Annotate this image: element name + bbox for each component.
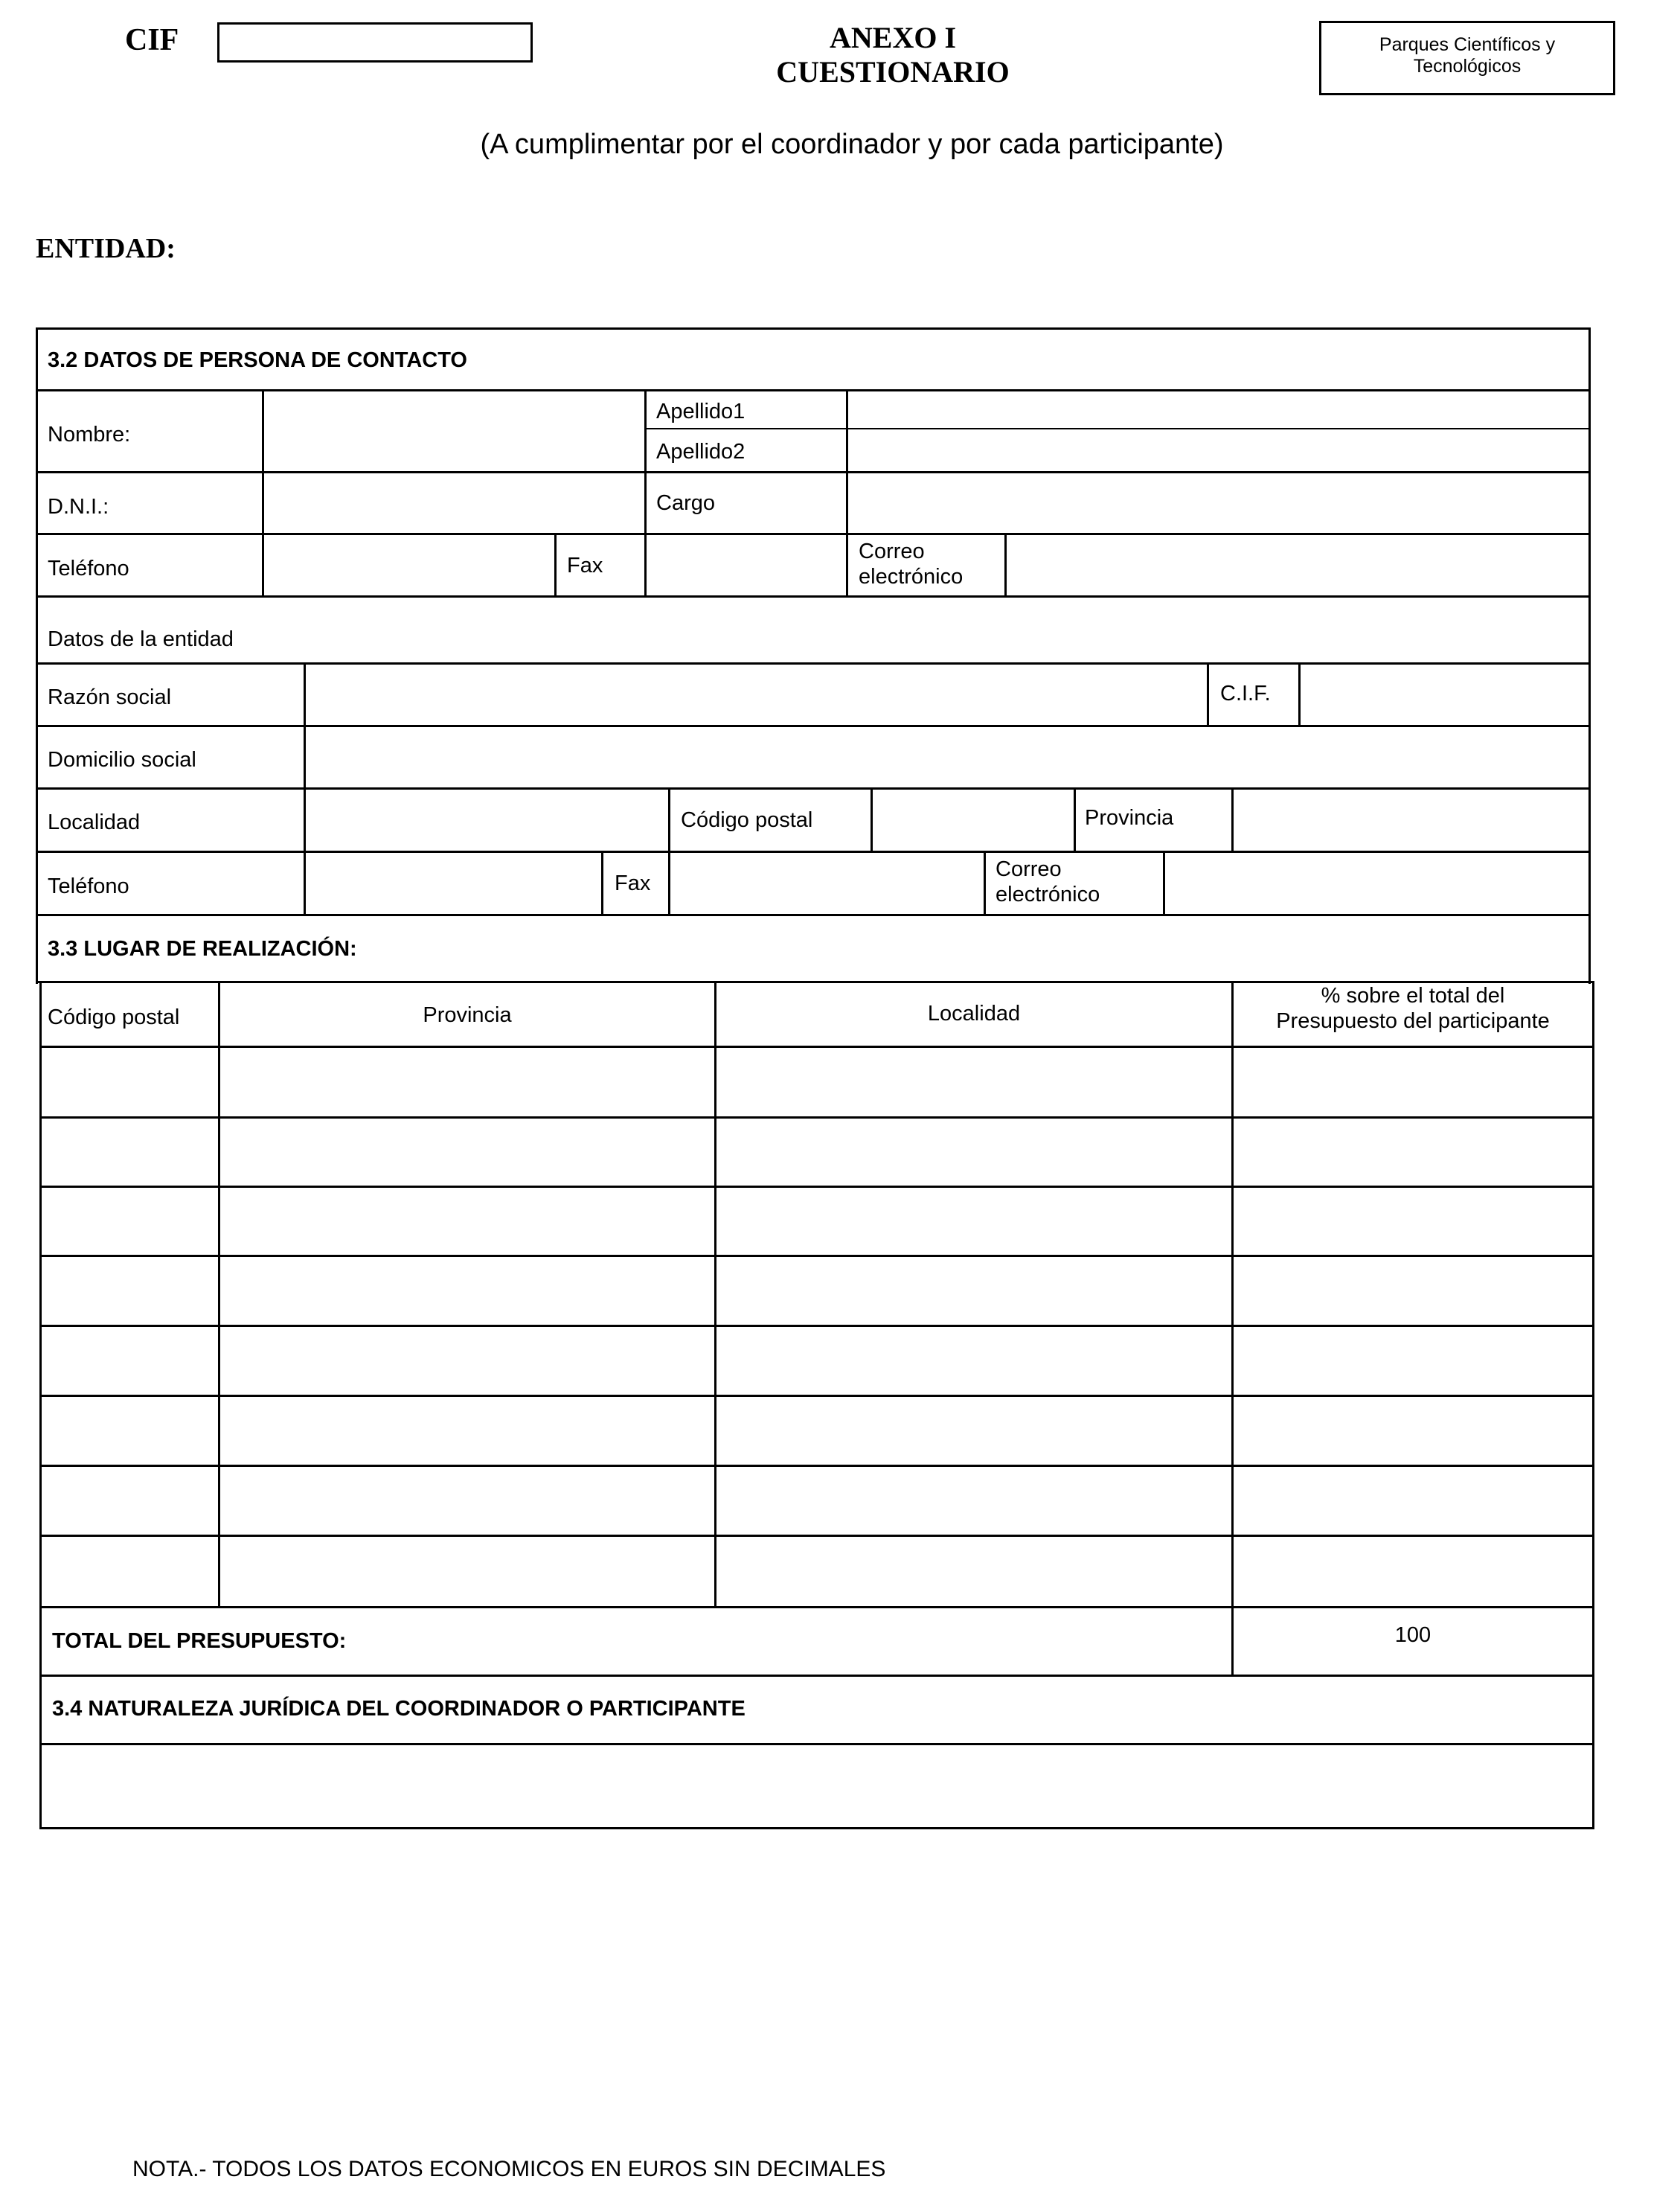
document-title bbox=[670, 21, 1116, 89]
footer-note: NOTA.- TODOS LOS DATOS ECONOMICOS EN EUROS SIN DECIMALES bbox=[132, 2157, 886, 2181]
correo-entidad-line2: electrónico bbox=[996, 883, 1100, 906]
frame-left-upper bbox=[36, 327, 38, 984]
cargo-input[interactable] bbox=[848, 473, 1588, 533]
row-line bbox=[39, 1675, 1594, 1677]
apellido2-label: Apellido2 bbox=[656, 440, 746, 464]
telefono-input[interactable] bbox=[264, 535, 554, 595]
row-line bbox=[36, 914, 1591, 916]
cif-input-box[interactable] bbox=[217, 22, 533, 63]
cif-label: CIF bbox=[125, 23, 179, 57]
dni-label: D.N.I.: bbox=[48, 495, 109, 519]
section-3-3-title: 3.3 LUGAR DE REALIZACIÓN: bbox=[48, 937, 357, 961]
section-3-2-title: 3.2 DATOS DE PERSONA DE CONTACTO bbox=[48, 348, 467, 372]
total-presupuesto-label: TOTAL DEL PRESUPUESTO: bbox=[52, 1629, 347, 1653]
col-line bbox=[1207, 662, 1209, 726]
col-line bbox=[1074, 787, 1076, 852]
cif-entidad-label: C.I.F. bbox=[1220, 682, 1271, 706]
col-line bbox=[668, 787, 670, 852]
col-header-porcentaje bbox=[1234, 983, 1592, 1034]
col-header-codigo-postal: Código postal bbox=[48, 1005, 180, 1029]
col-header-localidad: Localidad bbox=[927, 1002, 1021, 1026]
frame-top bbox=[36, 327, 1591, 330]
correo-input[interactable] bbox=[1007, 535, 1588, 595]
provincia-input[interactable] bbox=[1234, 790, 1588, 851]
program-line-2: Tecnológicos bbox=[1413, 56, 1522, 77]
frame-right-lower bbox=[1592, 982, 1594, 1829]
table-row[interactable] bbox=[42, 1537, 1592, 1606]
naturaleza-juridica-input[interactable] bbox=[42, 1745, 1592, 1827]
domicilio-social-label: Domicilio social bbox=[48, 748, 196, 772]
correo-label-line2: electrónico bbox=[859, 565, 964, 589]
apellido2-input[interactable] bbox=[848, 429, 1588, 471]
col-line bbox=[601, 851, 603, 915]
correo-entidad-input[interactable] bbox=[1165, 853, 1588, 914]
fax-label: Fax bbox=[567, 554, 603, 578]
table-row[interactable] bbox=[42, 1257, 1592, 1325]
program-box bbox=[1319, 21, 1615, 95]
fax-entidad-label: Fax bbox=[615, 871, 651, 895]
subtitle: (A cumplimentar por el coordinador y por cada participante) bbox=[480, 129, 1224, 160]
col-line bbox=[984, 851, 986, 915]
title-questionnaire: CUESTIONARIO bbox=[776, 55, 1010, 89]
domicilio-social-input[interactable] bbox=[306, 727, 1588, 787]
col-header-porcentaje-line2: Presupuesto del participante bbox=[1276, 1009, 1550, 1033]
table-row[interactable] bbox=[42, 1119, 1592, 1186]
table-row[interactable] bbox=[42, 1048, 1592, 1116]
total-presupuesto-value: 100 bbox=[1394, 1623, 1431, 1647]
fax-entidad-input[interactable] bbox=[670, 853, 984, 914]
section-3-4-title: 3.4 NATURALEZA JURÍDICA DEL COORDINADOR O PARTICIPANTE bbox=[52, 1697, 746, 1721]
col-header-porcentaje-line1: % sobre el total del bbox=[1321, 984, 1505, 1008]
row-line bbox=[39, 1606, 1594, 1608]
telefono-entidad-input[interactable] bbox=[306, 853, 601, 914]
apellido1-input[interactable] bbox=[848, 391, 1588, 428]
table-row[interactable] bbox=[42, 1188, 1592, 1255]
provincia-label: Provincia bbox=[1085, 806, 1174, 830]
frame-bottom bbox=[39, 1827, 1594, 1829]
localidad-label: Localidad bbox=[48, 810, 141, 834]
correo-label-line1: Correo bbox=[859, 540, 925, 563]
datos-entidad-label: Datos de la entidad bbox=[48, 627, 234, 651]
cif-entidad-input[interactable] bbox=[1301, 665, 1588, 725]
col-line bbox=[554, 533, 557, 598]
razon-social-label: Razón social bbox=[48, 685, 172, 709]
cargo-label: Cargo bbox=[656, 491, 715, 515]
telefono-entidad-label: Teléfono bbox=[48, 874, 129, 898]
correo-entidad-line1: Correo bbox=[996, 857, 1062, 881]
dni-input[interactable] bbox=[264, 473, 644, 533]
entidad-label: ENTIDAD: bbox=[36, 233, 176, 264]
apellido1-label: Apellido1 bbox=[656, 400, 746, 423]
localidad-input[interactable] bbox=[306, 790, 668, 851]
telefono-label: Teléfono bbox=[48, 557, 129, 581]
program-line-1: Parques Científicos y bbox=[1379, 34, 1556, 55]
nombre-input[interactable] bbox=[264, 391, 644, 471]
title-annex: ANEXO I bbox=[829, 21, 957, 54]
frame-right-upper bbox=[1588, 327, 1591, 984]
codigo-postal-label: Código postal bbox=[681, 808, 813, 832]
correo-entidad-label bbox=[996, 857, 1100, 907]
table-row[interactable] bbox=[42, 1327, 1592, 1395]
fax-input[interactable] bbox=[647, 535, 846, 595]
codigo-postal-input[interactable] bbox=[873, 790, 1074, 851]
col-header-provincia: Provincia bbox=[423, 1003, 512, 1027]
nombre-label: Nombre: bbox=[48, 423, 131, 447]
correo-label bbox=[859, 539, 963, 589]
razon-social-input[interactable] bbox=[306, 665, 1207, 725]
table-row[interactable] bbox=[42, 1397, 1592, 1465]
table-row[interactable] bbox=[42, 1467, 1592, 1535]
row-line bbox=[36, 595, 1591, 598]
